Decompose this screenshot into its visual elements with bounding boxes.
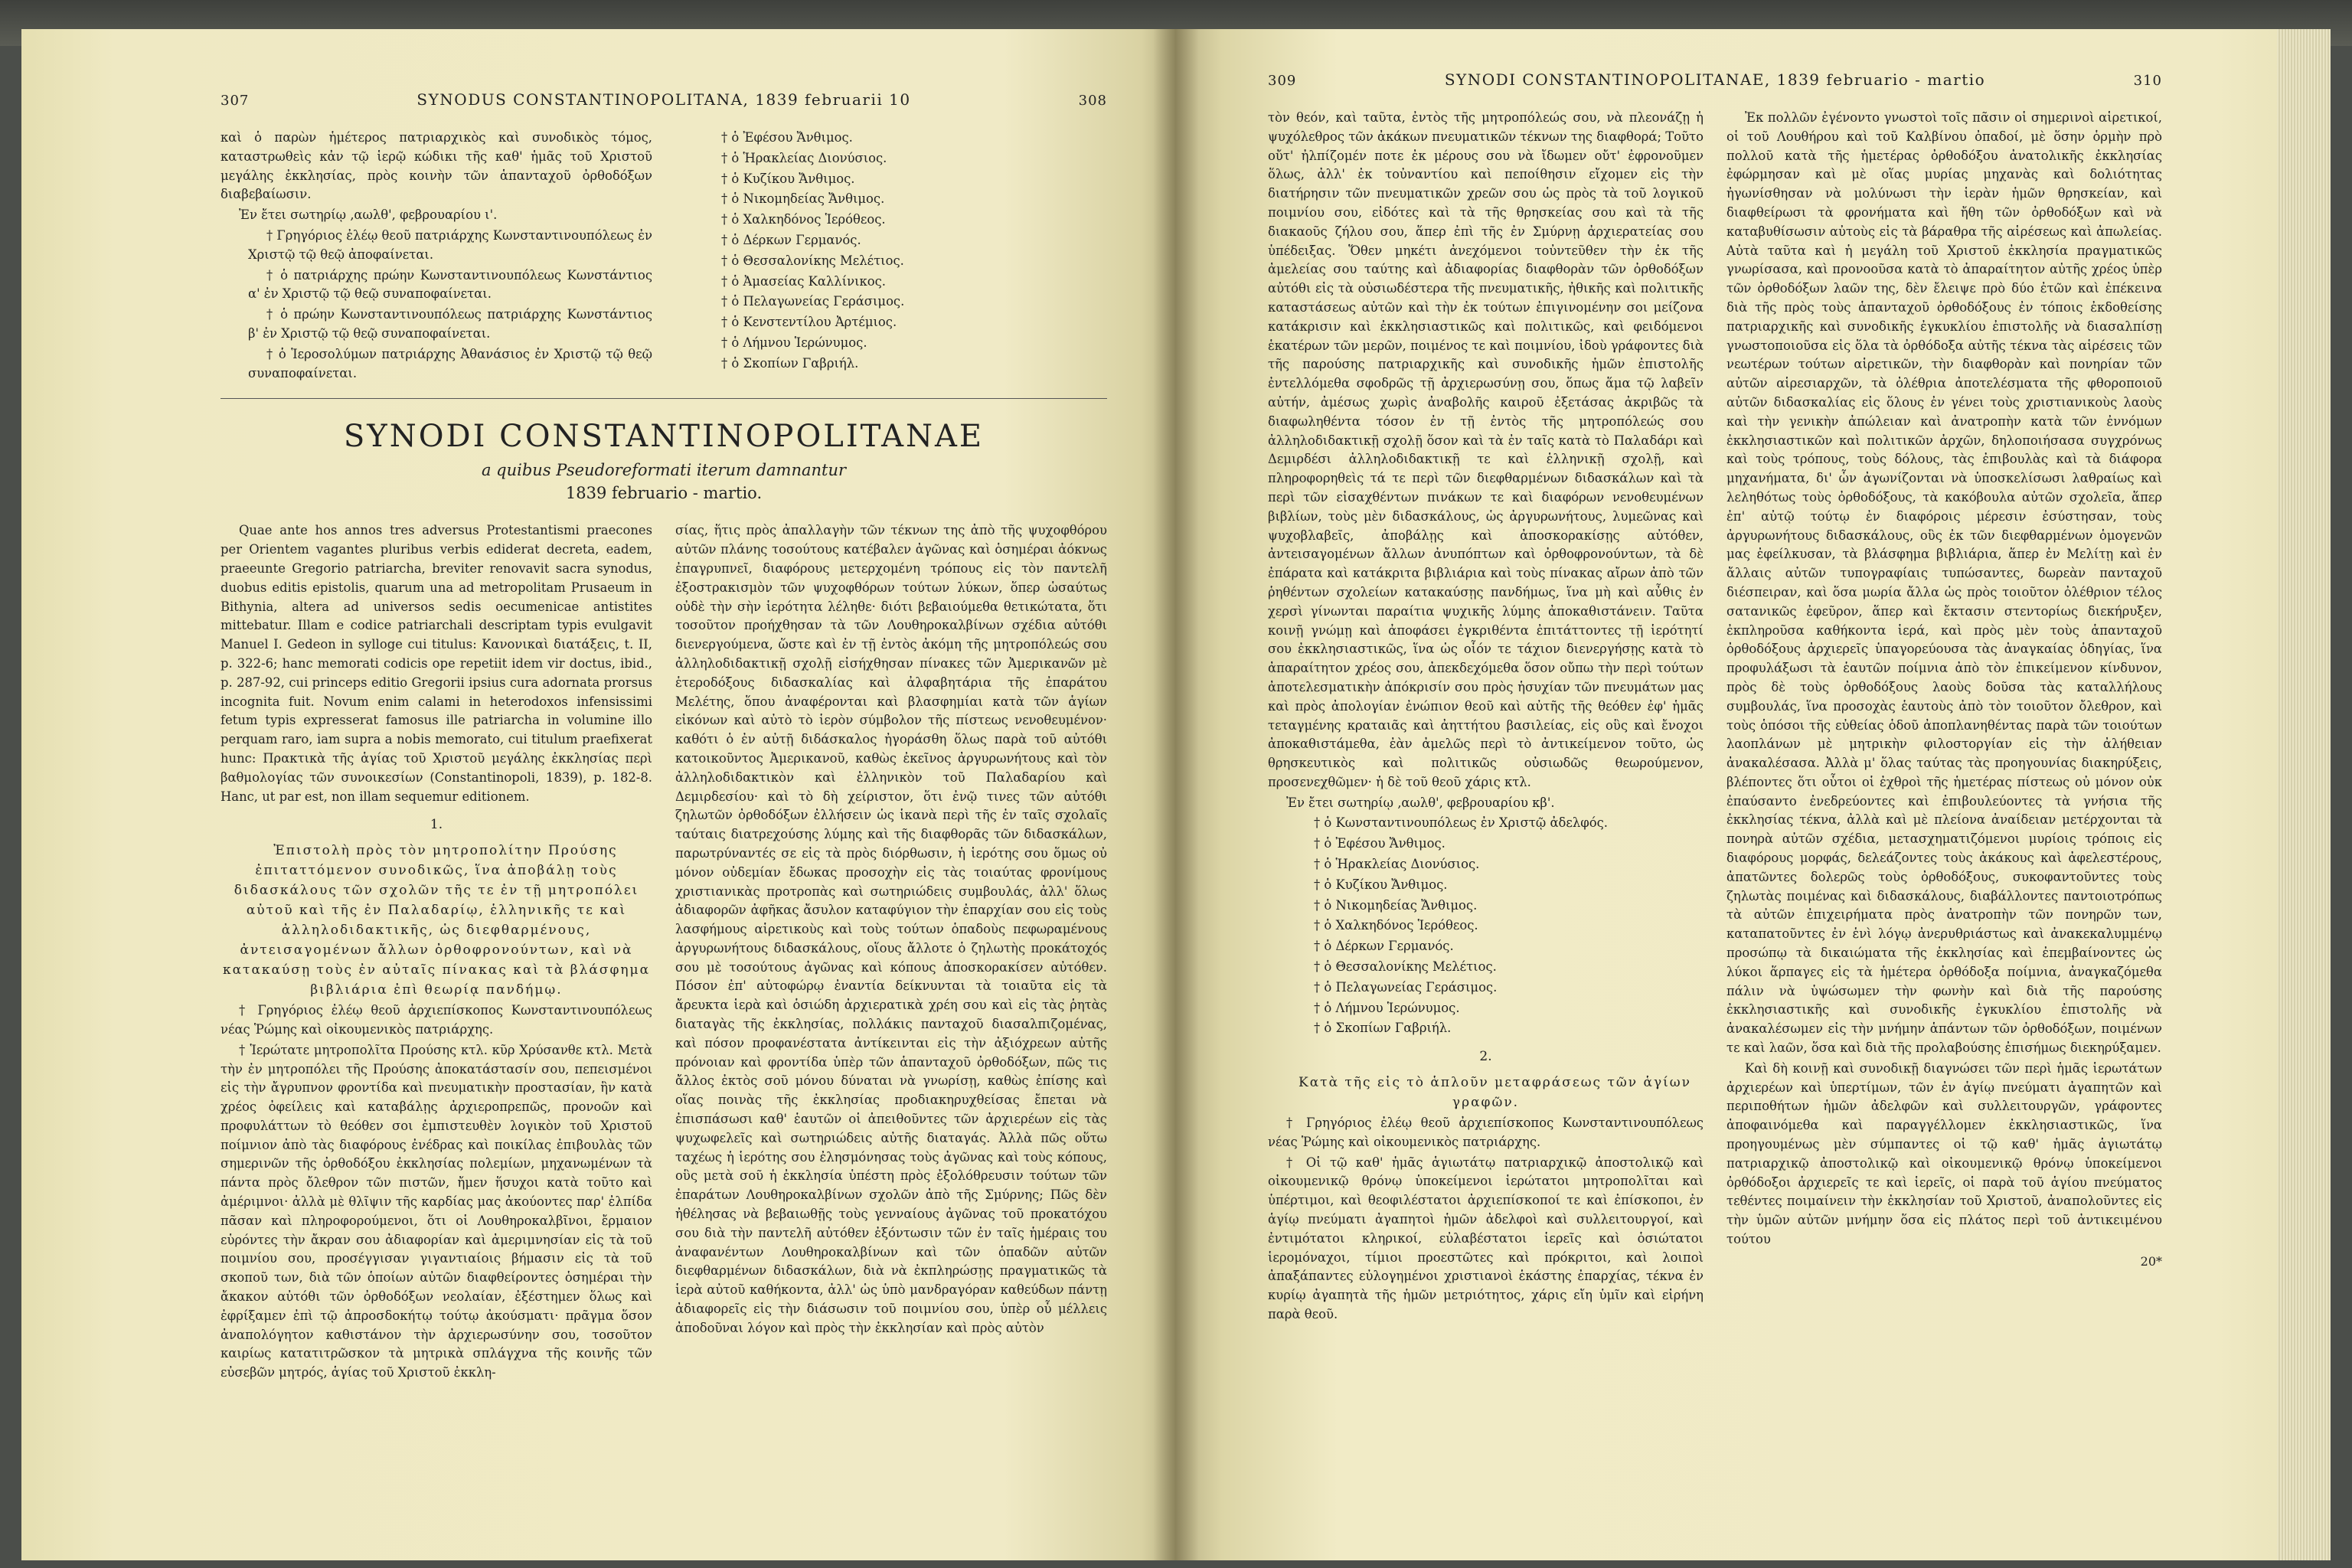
- page-number-309: 309: [1268, 73, 1297, 89]
- divider-rule: [220, 398, 1107, 399]
- top-signature-block: [220, 129, 1107, 384]
- right-body-column-1: [1268, 109, 1704, 1326]
- page-number-310: 310: [2133, 73, 2162, 89]
- document-number: 1.: [430, 817, 443, 833]
- signature: † ὁ Δέρκων Γερμανός.: [721, 232, 861, 247]
- signature: † ὁ πατριάρχης πρώην Κωνσταντινουπόλεως Κωνστάντιος α' ἐν Χριστῷ τῷ θεῷ συναποφαίνεται.: [248, 267, 652, 302]
- right-running-head: [1268, 70, 2162, 89]
- signature: † ὁ Πελαγωνείας Γεράσιμος.: [721, 294, 905, 309]
- book-gutter: [1153, 29, 1199, 1560]
- paragraph: σίας, ἥτις πρὸς ἀπαλλαγὴν τῶν τέκνων της ἀπὸ τῆς ψυχοφθόρου αὐτῶν πλάνης τοσούτους κατέβαλεν ἀγῶνας καὶ ὁσημέραι ἀόκνως ἐπαγρυπνεῖ, διαφόρους μετερχομένη τρόπους εἰς τὸν παντελῆ ἐξοστρακισμὸν τῶν ψυχοφθόρων τούτων λύκων, ὅπερ ὡσαύτως οὐδὲ τὴν σὴν ἱερότητα λέληθε· διότι βεβαιούμεθα θετικώτατα, ὅτι τοσοῦτον προήχθησαν τὰ τῶν Λουθηροκαλβίνων σχέδια αὐτόθι διενεργούμενα, ὥστε καὶ ἐν τῇ ἐντὸς ἀκόμη τῆς μητροπόλεώς σου ἀλληλοδιδακτικῇ σχολῇ εἰσήχθησαν πίνακες τῶν Ἀμερικανῶν μὲ ἑτεροδόξους διδασκαλίας καὶ ἀλφαβητάρια τῆς ἐπαράτου Μελέτης, ὅπου ἀναφέρονται καὶ βλασφημίαι κατὰ τῶν ἁγίων εἰκόνων καὶ αὐτὸ τὸ ἱερὸν σύμβολον τῆς πίστεως νενοθευμένον· καθότι ὁ ἐν αὐτῇ διδάσκαλος ἠγοράσθη ὅλως παρὰ τοῦ αὐτόθι κατοικοῦντος Ἀμερικανοῦ, καθὼς ἐκεῖνος ἀργυρωνήτους καὶ τὸν ἀλληλοδιδακτικὸν καὶ ἑλληνικὸν τοῦ Παλαδαρίου καὶ Δεμιρδεσίου· καὶ τὸ δὴ χείριστον, ὅτι ἐνῷ τινες τῶν αὐτόθι ζηλωτῶν ὀρθοδόξων ἐλλήσειν ὡς ἱκανὰ περὶ τῆς ἐν ταῖς σχολαῖς ταύταις διατρεχούσης λύμης καὶ τῆς διαφθορᾶς τῶν διδασκάλων, παρωτρύναντές σε εἰς τὰ πρὸς διόρθωσιν, ἡ ἱερότης σου ὅμως οὐ μόνον οὐδεμίαν ἔδωκας προσοχὴν εἰς τὰς τοιαύτας φρονίμους χριστιανικὰς προτροπὰς καὶ σωτηριώδεις συμβουλάς, ἀλλ' ὅλως ἀδιαφορῶν ἀφῆκας ἄσυλον καταφύγιον τὴν ἐπαρχίαν σου εἰς τοὺς λασφήμους αἱρετικοὺς καὶ τοὺς τούτων ὁπαδοὺς πεφωραμένους ἀργυρωνήτους διδασκάλους, οἵους ἄλλοτε ὁ ζηλωτὴς προκάτοχός σου μὲ τοσούτους ἀγῶνας καὶ κόπους ἀποσκορακίσεν αὐτόθεν. Πόσον ἐπ' αὐτοφώρῳ ἐναντία δείκνυνται τὰ τοιαῦτα εἰς τὰ ἄρευκτα ἱερὰ καὶ ὁσιώδη ἀρχιερατικὰ χρέη σου καὶ εἰς τὰς ῥητὰς διαταγὰς τῆς ἐκκλησίας, πολλάκις πανταχοῦ διασαλπιζομένας, καὶ πόσον προφανέστατα ἀντίκεινται εἰς τὴν ἀξιόχρεων αὐτῆς πρόνοιαν καὶ φροντίδα ὑπὲρ τῶν ἁπανταχοῦ ὀρθοδόξων, πῶς τις ἄλλος ἐκτὸς σοῦ μόνου δύναται νὰ γνωρίσῃ, καθὼς ἐπίσης καὶ οἵας ποινὰς τῆς ἐκκλησίας προδιακηρυχθείσας ἔπεται νὰ ἐπισπάσωσι καθ' ἑαυτῶν οἱ ἀπειθοῦντες τῶν ἀρχιερέων εἰς τὰς ψυχωφελεῖς καὶ σωτηριώδεις αὐτῆς διαταγάς. Ἀλλὰ πῶς οὕτω ταχέως ἡ ἱερότης σου ἐλησμόνησας τοὺς ἀγῶνας καὶ τοὺς κόπους, οὓς μετὰ σοῦ ἡ ἐκκλησία ὑπέστη πρὸς ἐξολόθρευσιν τούτων τῶν ἐπαράτων Λουθηροκαλβίνων σχολῶν ἀπὸ τῆς Σμύρνης; Πῶς δὲν ἠθέλησας νὰ βεβαιωθῇς τοὺς γενναίους ἀγῶνας τοῦ προκατόχου σου διὰ τὴν παντελῆ αὐτόθεν ἐξόντωσιν τῶν ἐν ταῖς ἡμέραις του ἀναφανέντων Λουθηροκαλβίνων καὶ τῶν ὁπαδῶν αὐτῶν διεφθαρμένων διδασκάλων, διὰ νὰ ἐκπληρώσῃς πραγματικῶς τὰ ἱερὰ αὐτοῦ καθήκοντα, ἀλλ' ὡς ὑπὸ μανδραγόραν καθεύδων πάντῃ ἀδιαφορεῖς εἰς τὴν διάσωσιν τοῦ ποιμνίου σου, ὑπὲρ οὗ μέλλεις ἀποδοῦναι λόγον καὶ πρὸς τὴν ἐκκλησίαν καὶ πρὸς αὐτὸν: [675, 523, 1107, 1335]
- section-date: 1839 februario - martio.: [565, 484, 763, 503]
- section-title: SYNODI CONSTANTINOPOLITANAE: [343, 419, 985, 455]
- left-running-head: [220, 90, 1107, 109]
- date-line: Ἐν ἔτει σωτηρίῳ ‚αωλθ', φεβρουαρίου κβ'.: [1286, 795, 1555, 810]
- document-title: Κατὰ τῆς εἰς τὸ ἁπλοῦν μεταφράσεως τῶν ἁγίων γραφῶν.: [1298, 1075, 1691, 1111]
- signature: † ὁ Κυζίκου Ἄνθιμος.: [721, 171, 855, 186]
- signature-mark: 20*: [2140, 1253, 2162, 1269]
- signature: † ὁ Ἡρακλείας Διονύσιος.: [1314, 857, 1480, 872]
- signature: † ὁ Σκοπίων Γαβριήλ.: [721, 355, 859, 371]
- signature: † ὁ Ἐφέσου Ἄνθιμος.: [721, 130, 853, 145]
- signature: † ὁ Ἀμασείας Καλλίνικος.: [721, 273, 887, 289]
- signature: † ὁ πρώην Κωνσταντινουπόλεως πατριάρχης Κωνστάντιος β' ἐν Χριστῷ τῷ θεῷ συναποφαίνεται.: [248, 307, 652, 341]
- signature: † ὁ Χαλκηδόνος Ἱερόθεος.: [721, 212, 886, 227]
- signature: † ὁ Ἐφέσου Ἄνθιμος.: [1314, 836, 1446, 851]
- date-line: Ἐν ἔτει σωτηρίῳ ‚αωλθ', φεβρουαρίου ι'.: [239, 207, 498, 223]
- left-body-column-1: [220, 521, 652, 1384]
- signature: † Γρηγόριος ἐλέῳ θεοῦ πατριάρχης Κωνσταντινουπόλεως ἐν Χριστῷ τῷ θεῷ ἀποφαίνεται.: [248, 227, 652, 262]
- paragraph: † Γρηγόριος ἐλέῳ θεοῦ ἀρχιεπίσκοπος Κωνσταντινουπόλεως νέας Ῥώμης καὶ οἰκουμενικὸς πατριάρχης.: [220, 1003, 652, 1037]
- document-title: Ἐπιστολὴ πρὸς τὸν μητροπολίτην Προύσης ἐπιταττόμενον συνοδικῶς, ἵνα ἀποβάλῃ τοὺς διδασκάλους τῶν σχολῶν τῆς τε ἐν τῇ μητροπόλει αὐτοῦ καὶ τῆς ἐν Παλαδαρίῳ, ἑλληνικῆς τε καὶ ἀλληλοδιδακτικῆς, ὡς διεφθαρμένους, ἀντεισαγομένων ἄλλων ὀρθοφρονούντων, καὶ νὰ κατακαύσῃ τοὺς ἐν αὐταῖς πίνακας καὶ τὰ βλάσφημα βιβλιάρια ἐπὶ θεωρίᾳ πανδήμῳ.: [222, 843, 651, 998]
- signature: † ὁ Κενστεντίλου Ἀρτέμιος.: [721, 315, 897, 330]
- page-edges: [2277, 29, 2331, 1560]
- signature: † ὁ Ἡρακλείας Διονύσιος.: [721, 150, 887, 165]
- intro-latin: Quae ante hos annos tres adversus Protestantismi praecones per Orientem vagantes pluribus verbis ediderat decreta, eadem, praeeunte Gregorio patriarcha, breviter renovavit sacra synodus, duobus editis epistolis, quarum una ad metropolitam Prusaeum in Bithynia, altera ad universos sedis oecumenicae antistites mittebatur. Illam e codice patriarchali descriptam typis evulgavit Manuel I. Gedeon in sylloge cui titulus: Κανονικαὶ διατάξεις, t. II, p. 322-6; hanc memorati codicis ope repetiit idem vir doctus, ibid., p. 287-92, cui princeps editio Gregorii ipsius cura adornata prorsus incognita fuit. Novum enim calami in heterodoxos infensissimi fetum typis expresserat famosus ille patriarcha in volumine illo perquam raro, iam supra a nobis memorato, cui titulum praefixerat hunc: Πρακτικὰ τῆς ἁγίας τοῦ Χριστοῦ μεγάλης ἐκκλησίας περὶ βαθμολογίας τῶν συνοικεσίων (Constantinopoli, 1839), p. 182-8. Hanc, ut par est, non illam sequemur editionem.: [220, 523, 652, 804]
- paragraph: Καὶ δὴ κοινῇ καὶ συνοδικῇ διαγνώσει τῶν περὶ ἡμᾶς ἱερωτάτων ἀρχιερέων καὶ ὑπερτίμων, τῶν ἐν ἁγίῳ πνεύματι ἀγαπητῶν καὶ περιποθήτων ἡμῶν ἀδελφῶν καὶ συλλειτουργῶν, γράφοντες ἀποφαινόμεθα καὶ παραγγέλλομεν ἐκκλησιαστικῶς, ἵνα προηγουμένως μὲν σύμπαντες οἱ τῷ καθ' ἡμᾶς ἁγιωτάτῳ πατριαρχικῷ ἀποστολικῷ καὶ οἰκουμενικῷ θρόνῳ ὑποκείμενοι ὀρθόδοξοι ἀρχιερεῖς τε καὶ ἱερεῖς, οἱ παρὰ τοῦ ἁγίου πνεύματος τεθέντες ποιμαίνειν τὴν ἐκκλησίαν τοῦ Χριστοῦ, ἀναπολοῦντες εἰς τὴν ὑμῶν αὐτῶν μνήμην ὅσα εἰς πλάτος περὶ τοῦ ἀντικειμένου τούτου: [1726, 1060, 2162, 1247]
- signature: † ὁ Σκοπίων Γαβριήλ.: [1314, 1021, 1452, 1036]
- paragraph: τὸν θεόν, καὶ ταῦτα, ἐντὸς τῆς μητροπόλεώς σου, νὰ πλεονάζῃ ἡ ψυχόλεθρος τῶν ἀκάκων πνευματικῶν τέκνων της διαφθορά; Τοῦτο οὔτ' ἠλπίζομέν ποτε ἐκ μέρους σου νὰ ἴδωμεν οὔτ' ἐφρονοῦμεν ὅλως, ἀλλ' ἐκ τοὐναντίου καὶ πεποίθησιν εἴχομεν εἰς τὴν διατήρησιν τῶν πνευματικῶν χρεῶν σου ὡς πρὸς τὰ τοῦ λογικοῦ ποιμνίου σου, εἰδότες καὶ τὰ τῆς θρησκείας σου καὶ τὰ τῆς διακαοῦς ζήλου σου, ἅπερ ἐπὶ τῆς ἐν Σμύρνῃ ἀρχιερατείας σου ὑπέδειξας. Ὅθεν μηκέτι ἀνεχόμενοι τοὐντεῦθεν τὴν ἐκ τῆς ἀμελείας σου ταύτης καὶ ἀδιαφορίας διαφθορὰν τῶν ὀρθοδόξων αὐτόθι εἰς τὰ οὐσιωδέστερα τῆς πνευματικῆς, ἠθικῆς καὶ πολιτικῆς καταστάσεως αὐτῶν καὶ τὴν ἐκ τούτων ἐπιγινομένην σοι μείζονα κατάκρισιν καὶ ἐκκλησιαστικῶς καὶ πολιτικῶς, καὶ φειδόμενοι ἑκατέρων τῶν μερῶν, ποιμένος τε καὶ ποιμνίου, ἰδοὺ γράφοντες διὰ τῆς παρούσης πατριαρχικῆς καὶ συνοδικῆς ἡμῶν ἐπιστολῆς ἐντελλόμεθα σφοδρῶς τῇ ἀρχιερωσύνῃ σου, ὅπως ἅμα τῷ λαβεῖν αὐτήν, ἀμέσως χωρὶς ἀναβολῆς καιροῦ ἐξετάσας ἀκριβῶς τὰ διαφωληθέντα τόσον ἐν τῇ ἐντὸς τῆς μητροπόλεώς σου ἀλληλοδιδακτικῇ σχολῇ ὅσον καὶ τὰ ἐν ταῖς κατὰ τὸ Παλαδάρι καὶ Δεμιρδέσι ἀλληλοδιδακτικῇ τε καὶ ἑλληνικῇ σχολῇ, καὶ πληροφορηθεὶς τά τε περὶ τῶν διεφθαρμένων διδασκάλων καὶ τὰ περὶ τῶν εἰσαχθέντων πινάκων τε καὶ διαφόρων νενοθευμένων βιβλίων, τοὺς μὲν διδασκάλους, ὡς ἀργυρωνήτους, λυμεῶνας καὶ ψυχοβλαβεῖς, ἀποβάλῃς καὶ ἀποσκορακίσῃς αὐτόθεν, ἀντεισαγομένων ἄλλων ἀνυπόπτων καὶ ὀρθοφρονούντων, τὰ δὲ ἐπάρατα καὶ κατάκριτα βιβλιάρια καὶ τοὺς πίνακας αἴρων ἀπὸ τῶν ῥηθέντων σχολείων κατακαύσῃς πανδήμως, ἵνα μὴ καὶ αὖθις ἐν χερσὶ γίνωνται παραίτια ψυχικῆς λύμης ἀποκαθιστάνειν. Ταῦτα κοινῇ γνώμῃ καὶ ἀποφάσει ἐγκριθέντα ἐπιτάττοντες τῇ ἱερότητί σου ἐκκλησιαστικῶς, ἵνα ὡς οἷόν τε τάχιον διενεργήσῃς κατὰ τὸ ἀπαραίτητον χρέος σου, ἀπεκδεχόμεθα ὅσον οὔπω τὴν περὶ τούτων ἀποτελεσματικὴν ἀπόκρισίν σου πρὸς ἡσυχίαν τῶν πνευμάτων μας καὶ πρὸς ἀπολογίαν ἐνώπιον θεοῦ καὶ αὐτῆς τῆς θεόθεν ἐφ' ἡμᾶς τεταγμένης κραταιᾶς καὶ ἀηττήτου βασιλείας, εἰς οὓς καὶ ἔνοχοι ἀποκαθιστάμεθα, ἐὰν ἀμελῶς περὶ τὸ ἀντικείμενον τοῦτο, ὡς θρησκευτικὸς καὶ πολιτικῶς οὐσιωδῶς θεωρούμενον, προσενεχθῶμεν· ἡ δὲ τοῦ θεοῦ χάρις κτλ.: [1268, 110, 1704, 789]
- signature: † ὁ Νικομηδείας Ἄνθιμος.: [1314, 897, 1478, 913]
- signature: † ὁ Λήμνου Ἱερώνυμος.: [721, 335, 867, 350]
- running-title: SYNODI CONSTANTINOPOLITANAE, 1839 februario - martio: [1444, 70, 1986, 89]
- right-body-column-2: [1726, 109, 2162, 1326]
- paragraph: † Οἱ τῷ καθ' ἡμᾶς ἁγιωτάτῳ πατριαρχικῷ ἀποστολικῷ καὶ οἰκουμενικῷ θρόνῳ ὑποκείμενοι ἱερώτατοι μητροπολῖται καὶ ὑπέρτιμοι, καὶ θεοφιλέστατοι ἀρχιεπίσκοποί τε καὶ ἐπίσκοποι, ἐν ἁγίῳ πνεύματι ἀγαπητοὶ ἡμῶν ἀδελφοὶ καὶ συλλειτουργοί, καὶ ἐντιμότατοι κληρικοί, εὐλαβέστατοι ἱερεῖς καὶ ὁσιώτατοι ἱερομόναχοι, τίμιοι προεστῶτες καὶ πρόκριτοι, καὶ λοιποὶ ἀπαξάπαντες εὐλογημένοι χριστιανοὶ ἑκάστης ἐπαρχίας, τέκνα ἐν κυρίῳ ἀγαπητὰ τῆς ἡμῶν μετριότητος, χάρις εἴη ὑμῖν καὶ εἰρήνη παρὰ θεοῦ.: [1268, 1155, 1704, 1322]
- top-column-2: [675, 129, 1107, 384]
- signature: † ὁ Θεσσαλονίκης Μελέτιος.: [721, 253, 904, 268]
- signature: † ὁ Πελαγωνείας Γεράσιμος.: [1314, 979, 1498, 995]
- right-page: [1176, 29, 2331, 1560]
- open-book: [21, 29, 2331, 1560]
- left-page: [21, 29, 1176, 1560]
- page-number-307: 307: [220, 93, 250, 109]
- document-number: 2.: [1479, 1049, 1492, 1065]
- left-body-column-2: [675, 521, 1107, 1384]
- paragraph: † Γρηγόριος ἐλέῳ θεοῦ ἀρχιεπίσκοπος Κωνσταντινουπόλεως νέας Ῥώμης καὶ οἰκουμενικὸς πατριάρχης.: [1268, 1116, 1704, 1149]
- signature: † ὁ Ἱεροσολύμων πατριάρχης Ἀθανάσιος ἐν Χριστῷ τῷ θεῷ συναποφαίνεται.: [248, 346, 652, 381]
- paragraph: Ἐκ πολλῶν ἐγένοντο γνωστοὶ τοῖς πᾶσιν οἱ σημερινοὶ αἱρετικοί, οἱ τοῦ Λουθήρου καὶ τοῦ Καλβίνου ὀπαδοί, μὲ ὅσην ὁρμὴν πρὸ πολλοῦ κατὰ τῆς ἡμετέρας ὀρθοδόξου ἀνατολικῆς ἐκκλησίας ἐφώρμησαν καὶ μὲ οἵας μυρίας μηχανὰς καὶ δολιότητας ἠγωνίσθησαν νὰ μολύνωσι τὴν ἱερὰν ἡμῶν θρησκείαν, καὶ διαφθείρωσι τὰ φρονήματα καὶ ἤθη τῶν ὀρθοδόξων καὶ νὰ καταβυθίσωσιν αὐτοὺς εἰς τὰ βάραθρα τῆς αἱρέσεως καὶ ἀπωλείας. Αὐτὰ ταῦτα καὶ ἡ μεγάλη τοῦ Χριστοῦ ἐκκλησία πραγματικῶς γνωρίσασα, καὶ προνοοῦσα κατὰ τὸ ἀπαραίτητον αὐτῆς χρέος ὑπὲρ τῶν ὀρθοδόξων λαῶν της, δὲν ἔλειψε πρὸ δύο ἐτῶν καὶ ἐπέκεινα διὰ τῆς πρὸς τοὺς ἁπανταχοῦ ὀρθοδόξους ἐν τόποις ἐκδοθείσης πατριαρχικῆς καὶ συνοδικῆς ἐγκυκλίου ἐπιστολῆς νὰ διασαλπίσῃ γνωστοποιοῦσα εἰς ὅλα τὰ ὀρθόδοξα αὐτῆς τέκνα τὰς αἱρέσεις τῶν νεωτέρων τούτων αἱρετικῶν, τὴν διαφθορὰν καὶ πονηρίαν τῶν αὐτῶν αἱρεσιαρχῶν, τὰ ὀλέθρια ἀποτελέσματα τῆς φθοροποιοῦ αὐτῶν διδασκαλίας εἰς ὅλους ἐν γένει τοὺς χριστιανικοὺς λαοὺς καὶ τὴν γενικὴν ἀπώλειαν καὶ ἀνατροπὴν κατὰ τῶν ἐννόμων ἐκκλησιαστικῶν καὶ πολιτικῶν ἀρχῶν, δηλοποιήσασα συγχρόνως καὶ τοὺς τρόπους, τοὺς δόλους, τὰς ἐπιβουλὰς καὶ τὰ διάφορα μηχανήματα, δι' ὧν ἀγωνίζονται νὰ ὑποσκελίσωσι λαθραίως καὶ λεληθότως τοὺς ὀρθοδόξους, τὰ κακόβουλα αὐτῶν σχολεῖα, ἅπερ ἐπ' αὐτῷ τούτῳ ἐν διαφόροις μέρεσιν ἐσύστησαν, τοὺς ἀργυρωνήτους διδασκάλους, οὓς ἐκ τῶν διεφθαρμένων ὁμογενῶν μας ἐφείλκυσαν, τὰ βλάσφημα βιβλιάρια, ἅπερ ἐν Μελίτῃ καὶ ἐν ἄλλαις αὐτῶν τυπογραφίαις τυπώσαντες, δωρεὰν πανταχοῦ διέσπειραν, καὶ ὅσα μωρία ἄλλα ὡς πρὸς τοιοῦτον ὀλέθριον τέλος σατανικῶς ἐφεῦρον, ἅπερ καὶ ἔκτασιν στεντορίως διεκήρυξεν, ἐκπληροῦσα καθήκοντα ἱερά, καὶ πρὸς μὲν τοὺς ἁπανταχοῦ ὀρθοδόξους ἀρχιερεῖς ὑπαγορεύουσα τὰς ἀναγκαίας ὁδηγίας, ἵνα προφυλάξωσι τὰ ἑαυτῶν ποίμνια ἀπὸ τὸν ἐπικείμενον κίνδυνον, πρὸς δὲ τοὺς ὀρθοδόξους λαοὺς δοῦσα τὰς καταλλήλους συμβουλάς, ἵνα προσοχὰς ἑαυτοὺς ἀπὸ τὸν τοιοῦτον ὄλεθρον, καὶ τοὺς ὁπόσοι τῆς εὐθείας ὁδοῦ ἀποπλανηθέντας παρὰ τῶν τοιούτων λαοπλάνων μὲ μητρικὴν φιλοστοργίαν εἰς τὴν ἀλήθειαν ἀνακαλέσασα. Ἀλλὰ μ' ὅλας ταύτας τὰς προηγουνίας διακηρύξεις, βλέποντες ὅτι οὗτοι οἱ ἐχθροὶ τῆς ἡμετέρας πίστεως οὐ μόνον οὐκ ἐπαύσαντο ἐνεδρεύοντες καὶ ἐπιβουλεύοντες τὰ γνήσια τῆς ἐκκλησίας τέκνα, ἀλλὰ καὶ μὲ πλείονα ἀναίδειαν μετέρχονται τὰ πονηρὰ αὐτῶν σχέδια, μετασχηματιζόμενοι μυρίοις τρόποις εἰς διαφόρους μορφάς, δελεάζοντες τοὺς ἀκάκους καὶ ἀφελεστέρους, ἀπατῶντες δολερῶς τοὺς ὀρθοδόξους, συκοφαντοῦντες τοὺς ζηλωτὰς ποιμένας καὶ διδασκάλους, διαβάλλοντες παντοιοτρόπως τὰ αὐτῶν ἐπιχειρήματα πρὸς ἀνατροπὴν τῶν πονηρῶν των, καταπατοῦντες ἐν ἑνὶ λόγῳ ἀνερυθριάστως καὶ ἀνακεκαλυμμένῳ προσώπῳ τὰ δικαιώματα τῆς ἐκκλησίας καὶ ἐπεμβαίνοντες ὡς λύκοι ἅρπαγες εἰς τὰ ἡμέτερα ὀρθόδοξα ποίμνια, ἀναγκαζόμεθα πάλιν νὰ ὑψώσωμεν τὴν φωνὴν καὶ διὰ τῆς παρούσης ἐκκλησιαστικῆς καὶ συνοδικῆς ἐγκυκλίου ἐπιστολῆς νὰ ἀνακαλέσωμεν εἰς τὴν μνήμην ἁπάντων τῶν ὀρθοδόξων, ποιμένων τε καὶ λαῶν, ὅσα καὶ διὰ τῆς προλαβούσης ἐπισήμως διεκηρύξαμεν.: [1726, 110, 2162, 1056]
- right-body: [1268, 109, 2162, 1326]
- signature: † ὁ Χαλκηδόνος Ἱερόθεος.: [1314, 918, 1478, 933]
- paragraph: † Ἱερώτατε μητροπολῖτα Προύσης κτλ. κῦρ Χρύσανθε κτλ. Μετὰ τὴν ἐν μητροπόλει τῆς Προύσης ἀποκατάστασίν σου, πεπεισμένοι εἰς τὴν ἄγρυπνον φροντίδα καὶ πνευματικὴν προστασίαν, ἣν κατὰ χρέος ὀφείλεις καὶ καταβάλῃς ἀρχιεροπρεπῶς, προνοῶν καὶ προφυλάττων τὸ θεόθεν σοι ἐμπιστευθὲν λογικὸν τοῦ Χριστοῦ ποίμνιον ἀπὸ τὰς διαφόρους ἐνέδρας καὶ ποικίλας ἐπιβουλὰς τῶν σημερινῶν τῆς ὀρθοδόξου ἐκκλησίας πολεμίων, μηχανωμένων τὰ πάντα πρὸς ὄλεθρον τῶν πιστῶν, ἤμεν ἥσυχοι κατὰ τοῦτο καὶ ἀμέριμνοι· ἀλλὰ μὲ θλῖψιν τῆς καρδίας μας ἀκούοντες παρ' ἐλπίδα πᾶσαν καὶ πληροφορούμενοι, ὅτι οἱ Λουθηροκαλβῖνοι, ἔρμαιον εὑρόντες τὴν ἄκραν σου ἀδιαφορίαν καὶ ἀμεριμνησίαν εἰς τὰ τοῦ ποιμνίου σου, προσέγγισαν γιγαντιαίοις βήμασιν εἰς τὰ τοῦ σκοποῦ των, διὰ τῶν ὁποίων αὐτῶν διαφθείροντες ὁσημέραι τὴν ἄκακον αὐτόθι τῶν ὀρθοδόξων νεολαίαν, ἐξέστημεν ὅλως καὶ ἐφρίξαμεν ἐπὶ τῷ ἀπροσδοκήτῳ τούτῳ ἀκούσματι· πρᾶγμα ὅσον ἀναπολόγητον καθιστάνον τὴν ἀρχιερωσύνην σου, τοσοῦτον καιρίως κατατιτρῶσκον τὰ μητρικὰ σπλάγχνα τῆς κοινῆς τῶν εὐσεβῶν μητρός, ἁγίας τοῦ Χριστοῦ ἐκκλη-: [220, 1042, 652, 1380]
- top-column-1: [220, 129, 652, 384]
- page-number-308: 308: [1078, 93, 1107, 109]
- signature: † ὁ Κωνσταντινουπόλεως ἐν Χριστῷ ἀδελφός.: [1314, 815, 1608, 831]
- signature: † ὁ Θεσσαλονίκης Μελέτιος.: [1314, 959, 1497, 975]
- signature: † ὁ Δέρκων Γερμανός.: [1314, 939, 1454, 954]
- signature: † ὁ Λήμνου Ἱερώνυμος.: [1314, 1000, 1460, 1015]
- paragraph: καὶ ὁ παρὼν ἡμέτερος πατριαρχικὸς καὶ συνοδικὸς τόμος, καταστρωθεὶς κἀν τῷ ἱερῷ κώδικι τῆς καθ' ἡμᾶς τοῦ Χριστοῦ μεγάλης ἐκκλησίας, πρὸς κοινὴν τῶν ἁπανταχοῦ ὀρθοδόξων διαβεβαίωσιν.: [220, 130, 652, 202]
- left-body: [220, 521, 1107, 1384]
- signature: † ὁ Κυζίκου Ἄνθιμος.: [1314, 877, 1448, 892]
- signature: † ὁ Νικομηδείας Ἄνθιμος.: [721, 191, 885, 207]
- section-subtitle: a quibus Pseudoreformati iterum damnantur: [481, 461, 847, 480]
- running-title: SYNODUS CONSTANTINOPOLITANA, 1839 februarii 10: [416, 90, 911, 109]
